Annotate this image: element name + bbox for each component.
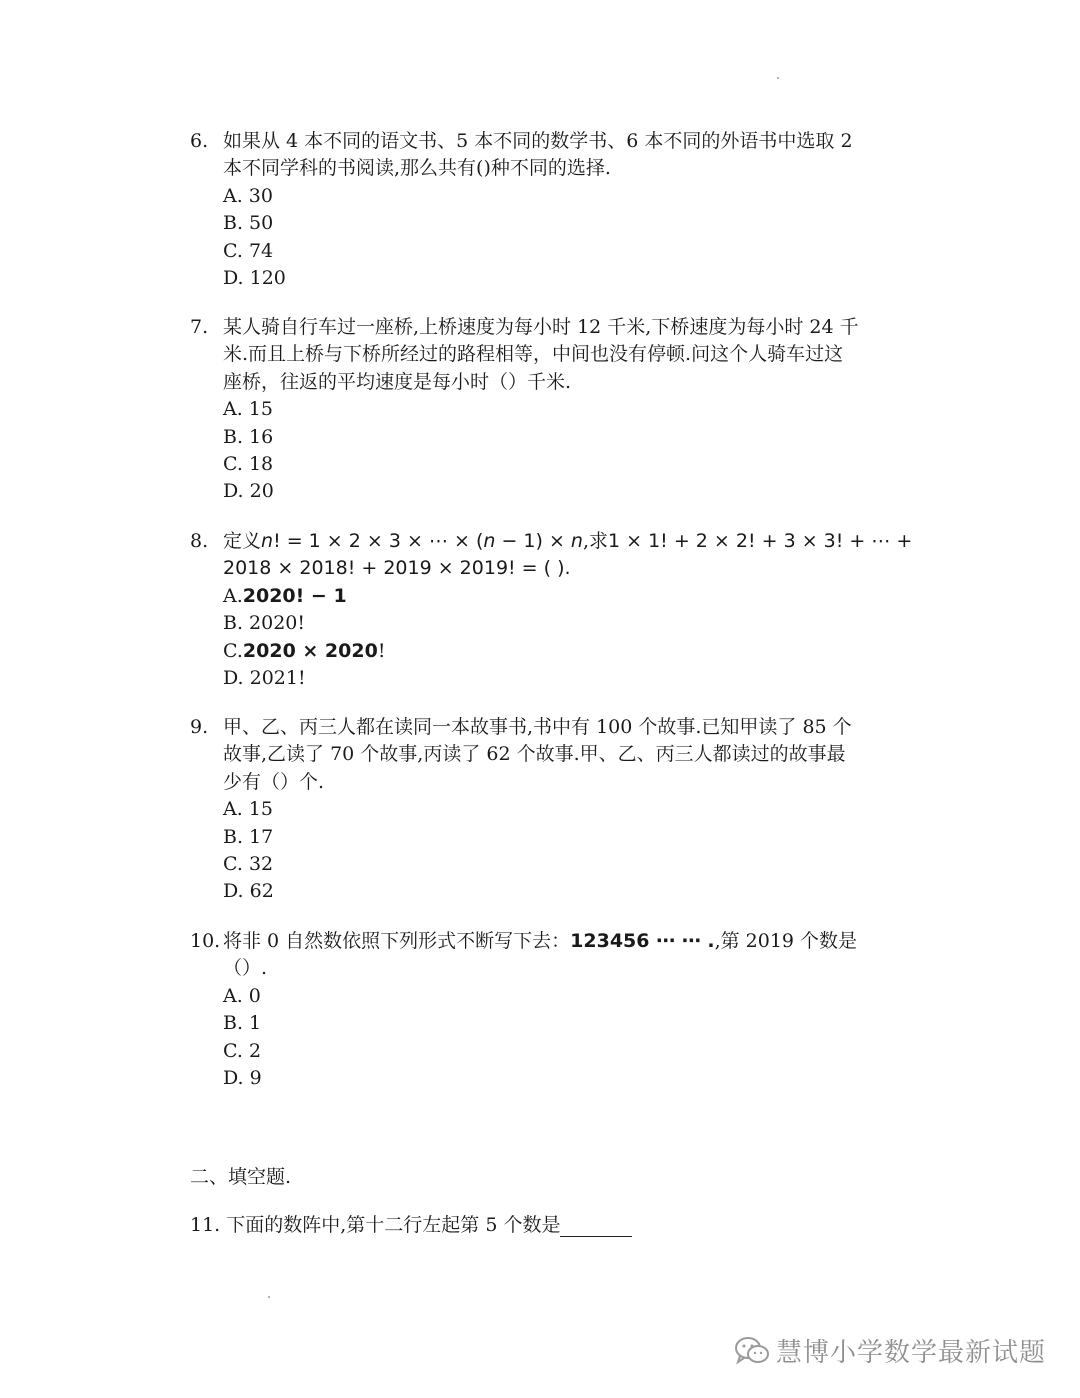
options-list (223, 583, 930, 693)
option-c: C. 18 (223, 453, 274, 476)
question-stem: 甲、乙、丙三人都在读同一本故事书,书中有 100 个故事.已知甲读了 85 个 故事,乙读了 70 个故事,丙读了 62 个故事.甲、乙、丙三人都读过的故事最 少有（）个. (223, 716, 852, 793)
question-number: 7. (190, 316, 209, 338)
option-a: A.2020! − 1 (223, 584, 347, 607)
option-b: B. 50 (223, 212, 274, 235)
question-stem: 某人骑自行车过一座桥,上桥速度为每小时 12 千米,下桥速度为每小时 24 千 米.而且上桥与下桥所经过的路程相等，中间也没有停顿.问这个人骑车过这 座桥，往返的平均速度是每小时（）千米. (223, 316, 859, 393)
section-heading: 二、填空题. (190, 1166, 292, 1188)
option-c: C. 32 (223, 853, 274, 876)
scan-speck (268, 1296, 270, 1298)
option-d: D. 2021! (223, 667, 306, 690)
question-stem: 定义n! = 1 × 2 × 3 × ⋯ × (n − 1) × n,求1 × 1! + 2 × 2! + 3 × 3! + ⋯ + 2018 × 2018! + 2019 × 2019! = ( ). (223, 530, 913, 580)
watermark (734, 1332, 1046, 1369)
wechat-icon (734, 1335, 770, 1367)
option-c: C. 74 (223, 239, 274, 262)
option-b: B. 16 (223, 425, 274, 448)
sum-expression: 1 × 1! + 2 × 2! + 3 × 3! + ⋯ + (608, 530, 913, 552)
option-d: D. 62 (223, 880, 274, 903)
question-10 (190, 928, 930, 1092)
option-a: A. 30 (223, 184, 273, 207)
option-d: D. 9 (223, 1067, 262, 1090)
question-6 (190, 128, 930, 292)
question-stem: 如果从 4 本不同的语文书、5 本不同的数学书、6 本不同的外语书中选取 2 本不同学科的书阅读,那么共有()种不同的选择. (223, 130, 853, 180)
watermark-text: 慧博小学数学最新试题 (776, 1338, 1047, 1368)
question-number: 10. (190, 930, 221, 952)
option-d: D. 120 (223, 267, 286, 290)
question-11: 11. 下面的数阵中,第十二行左起第 5 个数是 (190, 1210, 632, 1237)
option-a: A. 15 (223, 798, 273, 821)
option-a: A. 0 (223, 984, 261, 1007)
question-number: 8. (190, 530, 209, 552)
question-9 (190, 714, 930, 906)
option-c: C. 2 (223, 1039, 262, 1062)
question-number: 9. (190, 716, 209, 738)
answer-blank (560, 1216, 632, 1237)
options-list (223, 983, 930, 1093)
option-a: A. 15 (223, 398, 273, 421)
scan-speck (777, 77, 779, 79)
option-b: B. 1 (223, 1012, 262, 1035)
options-list (223, 396, 930, 506)
option-b: B. 17 (223, 825, 274, 848)
options-list (223, 183, 930, 293)
question-number: 6. (190, 130, 209, 152)
option-b: B. 2020! (223, 612, 306, 635)
question-8 (190, 528, 930, 692)
option-c: C.2020 × 2020! (223, 639, 386, 662)
options-list (223, 796, 930, 906)
question-stem: 将非 0 自然数依照下列形式不断写下去：123456 ⋯ ⋯ .,第 2019 个数是 （）. (223, 930, 858, 980)
option-d: D. 20 (223, 480, 274, 503)
digit-sequence: 123456 ⋯ ⋯ . (570, 930, 715, 952)
factorial-definition: n! = 1 × 2 × 3 × ⋯ × (n − 1) × n (261, 530, 583, 552)
question-7 (190, 314, 930, 506)
